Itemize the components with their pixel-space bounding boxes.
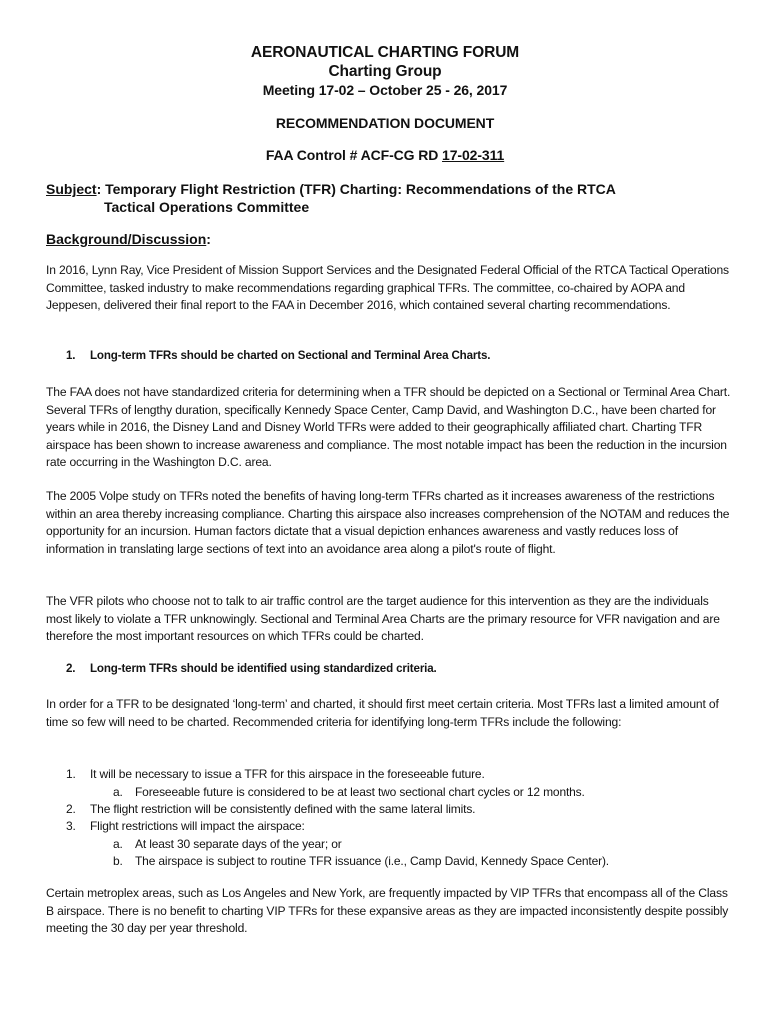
criteria-item-3-number: 3.	[66, 819, 76, 833]
criteria-item-3b-letter: b.	[113, 854, 123, 868]
background-heading-text: Background/Discussion	[46, 231, 207, 247]
long-term-paragraph: In order for a TFR to be designated ‘long-term’ and charted, it should first meet certain criteria. Most TFRs last a limited amount of time so few will need to be charted. Recommended criteria for identifying long-term TFRs include the following:	[46, 697, 719, 729]
criteria-item-3b-text: The airspace is subject to routine TFR issuance (i.e., Camp David, Kennedy Space Center).	[135, 854, 609, 868]
vfr-paragraph: The VFR pilots who choose not to talk to air traffic control are the target audience for this intervention as they are the individuals most likely to violate a TFR unknowingly. Sectional and Terminal Area Charts are the primary resource for VFR navigation and are therefore the most important resources on which TFRs could be charted.	[46, 594, 720, 644]
criteria-item-3a-text: At least 30 separate days of the year; or	[135, 837, 342, 851]
recommendation-2-number: 2.	[66, 662, 76, 675]
recommendation-1-number: 1.	[66, 349, 76, 362]
criteria-item-1-number: 1.	[66, 767, 76, 781]
control-prefix: FAA Control # ACF-CG RD	[265, 147, 443, 163]
intro-paragraph: In 2016, Lynn Ray, Vice President of Mission Support Services and the Designated Federal Official of the RTCA Tactical Operations Committee, tasked industry to make recommendations regarding graphical TFRs. The committee, co-chaired by AOPA and Jeppesen, delivered their final report to the FAA in December 2016, which contained several charting recommendations.	[46, 263, 729, 313]
criteria-item-1a-text: Foreseeable future is considered to be at least two sectional chart cycles or 12 months.	[135, 785, 585, 799]
criteria-item-3a-letter: a.	[113, 837, 123, 851]
criteria-item-1-text: It will be necessary to issue a TFR for this airspace in the foreseeable future.	[90, 767, 485, 781]
group-name: Charting Group	[328, 63, 442, 80]
criteria-item-3b	[113, 854, 770, 868]
criteria-item-2-text: The flight restriction will be consistently defined with the same lateral limits.	[90, 802, 476, 816]
control-number: 17-02-311	[442, 147, 505, 163]
background-heading: Background/Discussion:	[46, 231, 211, 247]
criteria-item-1a-letter: a.	[113, 785, 123, 799]
subject-label: Subject	[46, 181, 97, 197]
criteria-item-2	[66, 802, 746, 816]
meeting-line: Meeting 17-02 – October 25 - 26, 2017	[262, 82, 508, 98]
criteria-item-3-text: Flight restrictions will impact the airspace:	[90, 819, 305, 833]
recommendation-2-heading	[66, 662, 437, 675]
subject-heading	[46, 180, 736, 216]
criteria-item-2-number: 2.	[66, 802, 76, 816]
criteria-item-1a	[113, 785, 770, 799]
faa-criteria-paragraph: The FAA does not have standardized criteria for determining when a TFR should be depicted on a Sectional or Terminal Area Chart. Several TFRs of lengthy duration, specifically Kennedy Space Center, Camp David, and Washington D.C., have been charted for years while in 2016, the Disney Land and Disney World TFRs were added to their geographically affiliated chart. Charting TFR airspace has been shown to increase awareness and compliance. The most notable impact has been the reduction in the incursion rate occurring in the Washington D.C. area.	[46, 385, 731, 470]
volpe-paragraph: The 2005 Volpe study on TFRs noted the benefits of having long-term TFRs charted as it increases awareness of the restrictions within an area thereby increasing compliance. Charting this airspace also increases comprehension of the NOTAM and reduces the opportunity for an incursion. Human factors dictate that a visual depiction enhances awareness and vastly reduces loss of information in translating large sections of text into an avoidance area along a pilot's route of flight.	[46, 489, 730, 556]
document-type: RECOMMENDATION DOCUMENT	[275, 115, 495, 131]
forum-title: AERONAUTICAL CHARTING FORUM	[250, 44, 520, 61]
recommendation-1-text: Long-term TFRs should be charted on Sectional and Terminal Area Charts.	[90, 349, 491, 362]
subject-line-2: Tactical Operations Committee	[104, 199, 310, 215]
metroplex-paragraph: Certain metroplex areas, such as Los Angeles and New York, are frequently impacted by VIP TFRs that encompass all of the Class B airspace. There is no benefit to charting VIP TFRs for these expansive areas as they are impacted inconsistently despite possibly meeting the 30 day per year threshold.	[46, 886, 729, 936]
subject-line-1: : Temporary Flight Restriction (TFR) Charting: Recommendations of the RTCA	[96, 181, 616, 197]
criteria-item-3	[66, 819, 746, 833]
criteria-item-1	[66, 767, 746, 781]
recommendation-2-text: Long-term TFRs should be identified using standardized criteria.	[90, 662, 437, 675]
criteria-item-3a	[113, 837, 770, 851]
recommendation-1-heading	[66, 349, 490, 362]
control-line	[0, 147, 770, 163]
